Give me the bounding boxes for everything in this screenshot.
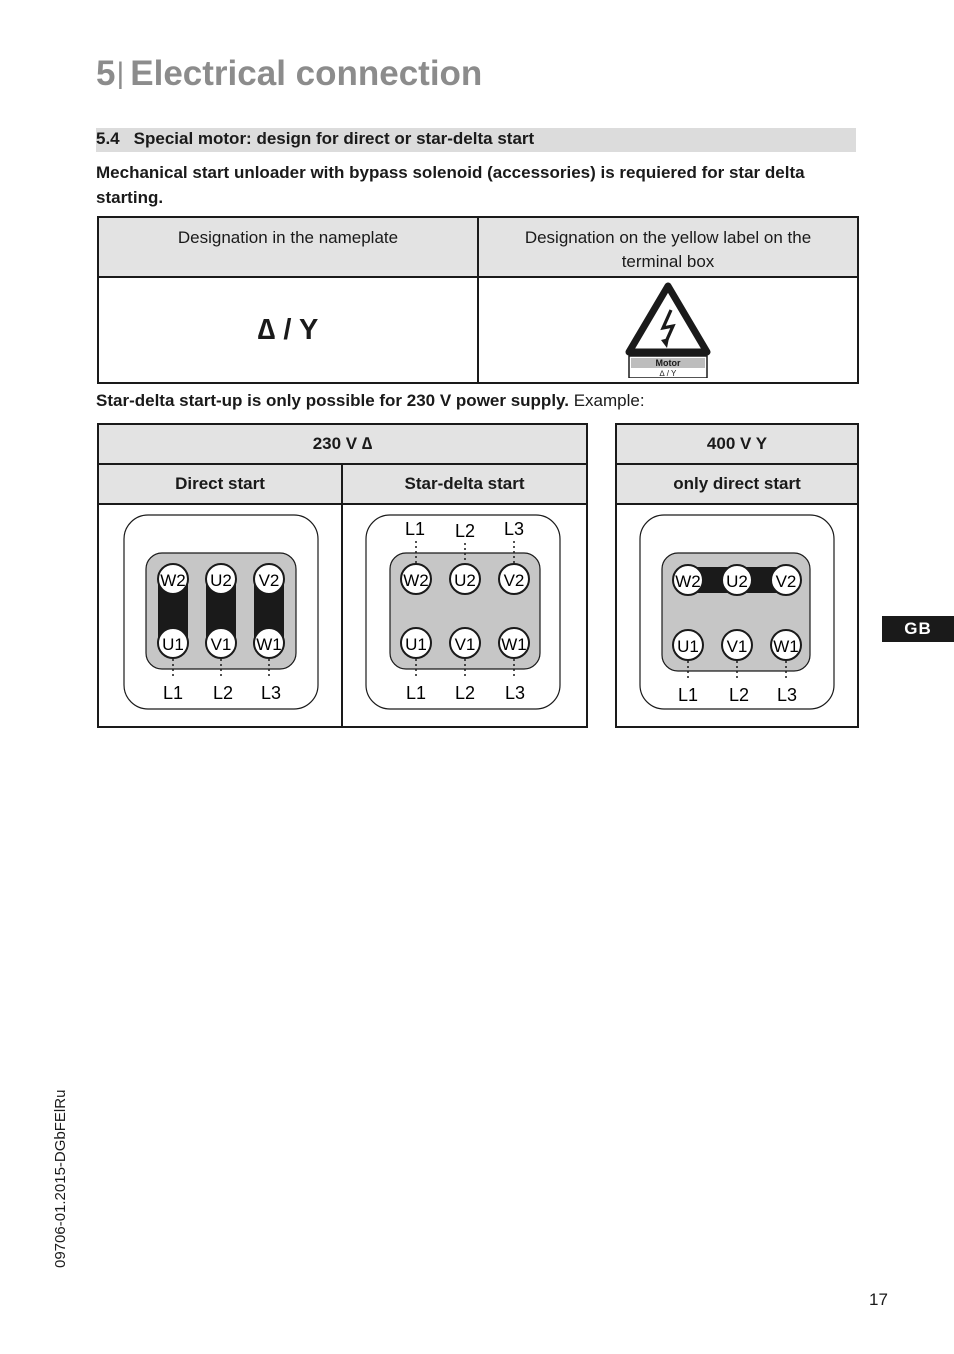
line-label-l1: L1 xyxy=(677,685,699,705)
terminal-v2 xyxy=(254,564,284,594)
terminal-w1 xyxy=(499,628,529,658)
diagram-cell-direct xyxy=(98,504,342,727)
terminal-u1 xyxy=(673,630,703,660)
section-title xyxy=(96,129,534,149)
svg-text:W1: W1 xyxy=(256,635,282,654)
chapter-title-text: Electrical connection xyxy=(130,54,483,93)
svg-text:W1: W1 xyxy=(773,637,799,656)
designation-header-nameplate: Designation in the nameplate xyxy=(98,217,478,277)
svg-text:V1: V1 xyxy=(210,635,232,654)
header-direct-start: Direct start xyxy=(98,464,342,504)
diagram-cell-star-delta xyxy=(342,504,587,727)
line-label-l3-top: L3 xyxy=(503,519,525,539)
line-label-l1: L1 xyxy=(162,683,184,703)
supply-note xyxy=(96,391,645,411)
nameplate-symbol: ∆ / Y xyxy=(257,313,319,346)
supply-note-example: Example: xyxy=(573,391,645,410)
wiring-diagram-230v-direct xyxy=(100,505,340,721)
section-title-text: Special motor: design for direct or star-delta start xyxy=(133,129,535,148)
designation-header-label-text: Designation on the yellow label on the terminal box xyxy=(524,228,812,271)
line-label-l3: L3 xyxy=(260,683,282,703)
line-label-l3: L3 xyxy=(504,683,526,703)
language-tab-gb: GB xyxy=(882,616,954,642)
terminal-u2 xyxy=(722,565,752,595)
supply-note-bold: Star-delta start-up is only possible for 230 V power supply. xyxy=(96,391,569,410)
svg-text:V2: V2 xyxy=(258,571,280,590)
nameplate-cell xyxy=(98,277,478,383)
line-label-l2: L2 xyxy=(454,683,476,703)
svg-text:V2: V2 xyxy=(775,572,797,591)
chapter-title xyxy=(96,54,482,94)
terminal-w1 xyxy=(254,628,284,658)
svg-text:U2: U2 xyxy=(726,572,748,591)
wiring-diagram-230v-star-delta xyxy=(344,505,585,721)
label-text-symbol: ∆ / Y xyxy=(659,369,677,378)
terminal-v1 xyxy=(722,630,752,660)
header-only-direct-start: only direct start xyxy=(616,464,858,504)
line-label-l2: L2 xyxy=(728,685,750,705)
label-text-motor: Motor xyxy=(655,358,681,368)
high-voltage-warning-icon xyxy=(623,282,713,378)
designation-table xyxy=(97,216,859,384)
line-label-l1: L1 xyxy=(405,683,427,703)
terminal-u2 xyxy=(206,564,236,594)
section-number: 5.4 xyxy=(96,129,120,148)
diagram-cell-400v xyxy=(616,504,858,727)
header-230v: 230 V ∆ xyxy=(98,424,587,464)
svg-text:U2: U2 xyxy=(454,571,476,590)
terminal-w2 xyxy=(401,564,431,594)
terminal-v2 xyxy=(771,565,801,595)
svg-text:U1: U1 xyxy=(677,637,699,656)
svg-text:W2: W2 xyxy=(403,571,429,590)
line-label-l3: L3 xyxy=(776,685,798,705)
svg-text:V1: V1 xyxy=(726,637,748,656)
terminal-u1 xyxy=(401,628,431,658)
terminal-w2 xyxy=(158,564,188,594)
svg-text:U2: U2 xyxy=(210,571,232,590)
chapter-number: 5 xyxy=(96,54,116,93)
svg-text:W2: W2 xyxy=(160,571,186,590)
line-label-l1-top: L1 xyxy=(404,519,426,539)
terminal-w1 xyxy=(771,630,801,660)
terminal-w2 xyxy=(673,565,703,595)
wiring-diagram-400v-direct xyxy=(618,505,856,721)
terminal-v1 xyxy=(450,628,480,658)
svg-text:W2: W2 xyxy=(675,572,701,591)
designation-header-label xyxy=(478,217,858,277)
terminal-u1 xyxy=(158,628,188,658)
terminal-v1 xyxy=(206,628,236,658)
svg-text:U1: U1 xyxy=(405,635,427,654)
terminal-u2 xyxy=(450,564,480,594)
header-400v: 400 V Y xyxy=(616,424,858,464)
document-id: 09706-01.2015-DGbFElRu xyxy=(52,1089,69,1268)
svg-text:U1: U1 xyxy=(162,635,184,654)
wiring-table-230v xyxy=(97,423,588,728)
line-label-l2-top: L2 xyxy=(454,521,476,541)
page-number: 17 xyxy=(869,1290,888,1309)
line-label-l2: L2 xyxy=(212,683,234,703)
svg-text:W1: W1 xyxy=(501,635,527,654)
intro-text: Mechanical start unloader with bypass solenoid (accessories) is requiered for star delta starting. xyxy=(96,163,805,207)
svg-text:V1: V1 xyxy=(454,635,476,654)
terminal-v2 xyxy=(499,564,529,594)
wiring-table-400v xyxy=(615,423,859,728)
yellow-label-cell xyxy=(478,277,858,383)
header-star-delta-start: Star-delta start xyxy=(342,464,587,504)
chapter-separator: | xyxy=(116,57,125,90)
svg-text:V2: V2 xyxy=(503,571,525,590)
